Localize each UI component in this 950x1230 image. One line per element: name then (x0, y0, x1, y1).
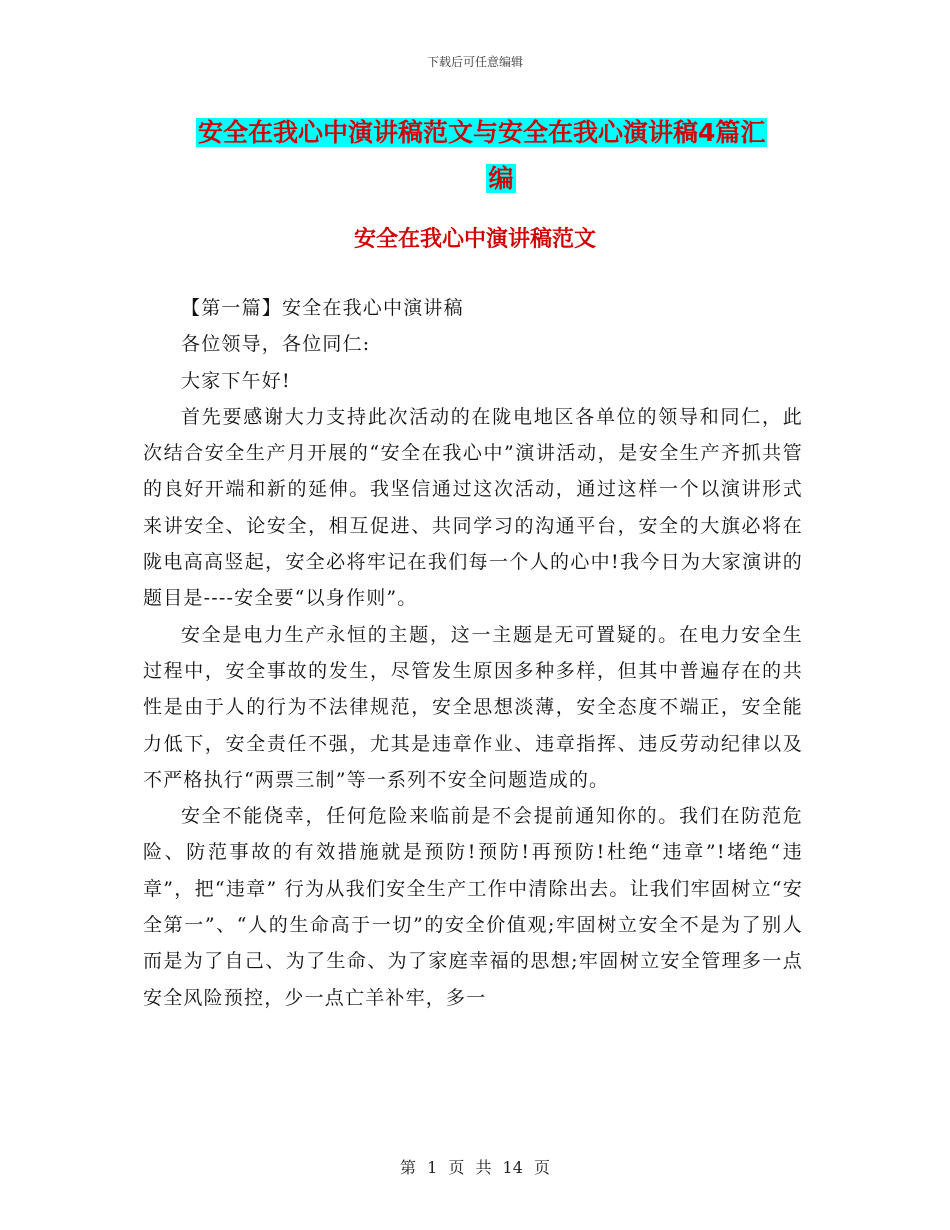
page-number: 第 1 页 共 14 页 (400, 1158, 550, 1177)
document-title-line1: 安全在我心中演讲稿范文与安全在我心演讲稿4篇汇 (198, 118, 766, 147)
paragraph: 安全不能侥幸，任何危险来临前是不会提前通知你的。我们在防范危险、防范事故的有效措施就是预防!预防!再预防!杜绝“违章”!堵绝“违章”，把“违章” 行为从我们安全生产工作中清除出去。让我们牢固树立“安全第一”、“人的生命高于一切”的安全价值观;牢固树立安全不是为了别人而是为了自己、为了生命、为了家庭幸福的思想;牢固树立安全管理多一点安全风险预控，少一点亡羊补牢，多一 (143, 805, 803, 1009)
header-note: 下载后可任意编辑 (426, 55, 523, 69)
document-title-line2: 编 (488, 164, 514, 193)
paragraph-salutation: 各位领导，各位同仁: (181, 333, 371, 356)
section-title: 安全在我心中演讲稿范文 (353, 227, 596, 252)
paragraph: 首先要感谢大力支持此次活动的在陇电地区各单位的领导和同仁，此次结合安全生产月开展的“安全在我心中”演讲活动，是安全生产齐抓共管的良好开端和新的延伸。我坚信通过这次活动，通过这样一个以演讲形式来讲安全、论安全，相互促进、共同学习的沟通平台，安全的大旗必将在陇电高高竖起，安全必将牢记在我们每一个人的心中!我今日为大家演讲的题目是----安全要“以身作则”。 (143, 405, 803, 610)
document-body (143, 290, 803, 1016)
document-title (196, 110, 806, 202)
paragraph-greeting: 大家下午好! (181, 369, 291, 392)
paragraph: 安全是电力生产永恒的主题，这一主题是无可置疑的。在电力安全生过程中，安全事故的发生，尽管发生原因多种多样，但其中普遍存在的共性是由于人的行为不法律规范，安全思想淡薄，安全态度不端正，安全能力低下，安全责任不强，尤其是违章作业、违章指挥、违反劳动纪律以及不严格执行“两票三制”等一系列不安全问题造成的。 (143, 623, 803, 791)
paragraph-chapter-heading: 【第一篇】安全在我心中演讲稿 (181, 297, 464, 319)
